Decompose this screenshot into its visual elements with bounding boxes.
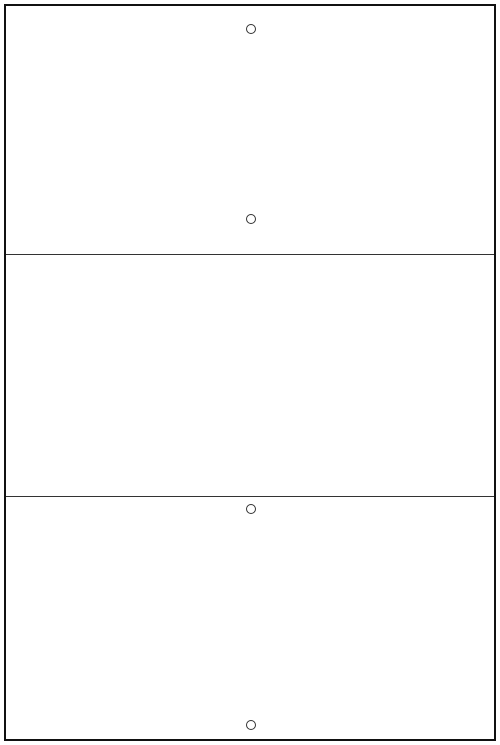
text-columns-middle [12, 258, 488, 494]
page-panel-middle [12, 258, 488, 494]
hole-mark-icon [246, 24, 256, 34]
panel-divider [6, 254, 494, 255]
text-columns-bottom [12, 500, 488, 738]
hole-mark-icon [246, 504, 256, 514]
panel-divider [6, 496, 494, 497]
page-panel-top [12, 10, 488, 250]
page-panel-bottom [12, 500, 488, 738]
document-sheet [4, 4, 496, 741]
hole-mark-icon [246, 720, 256, 730]
hole-mark-icon [246, 214, 256, 224]
